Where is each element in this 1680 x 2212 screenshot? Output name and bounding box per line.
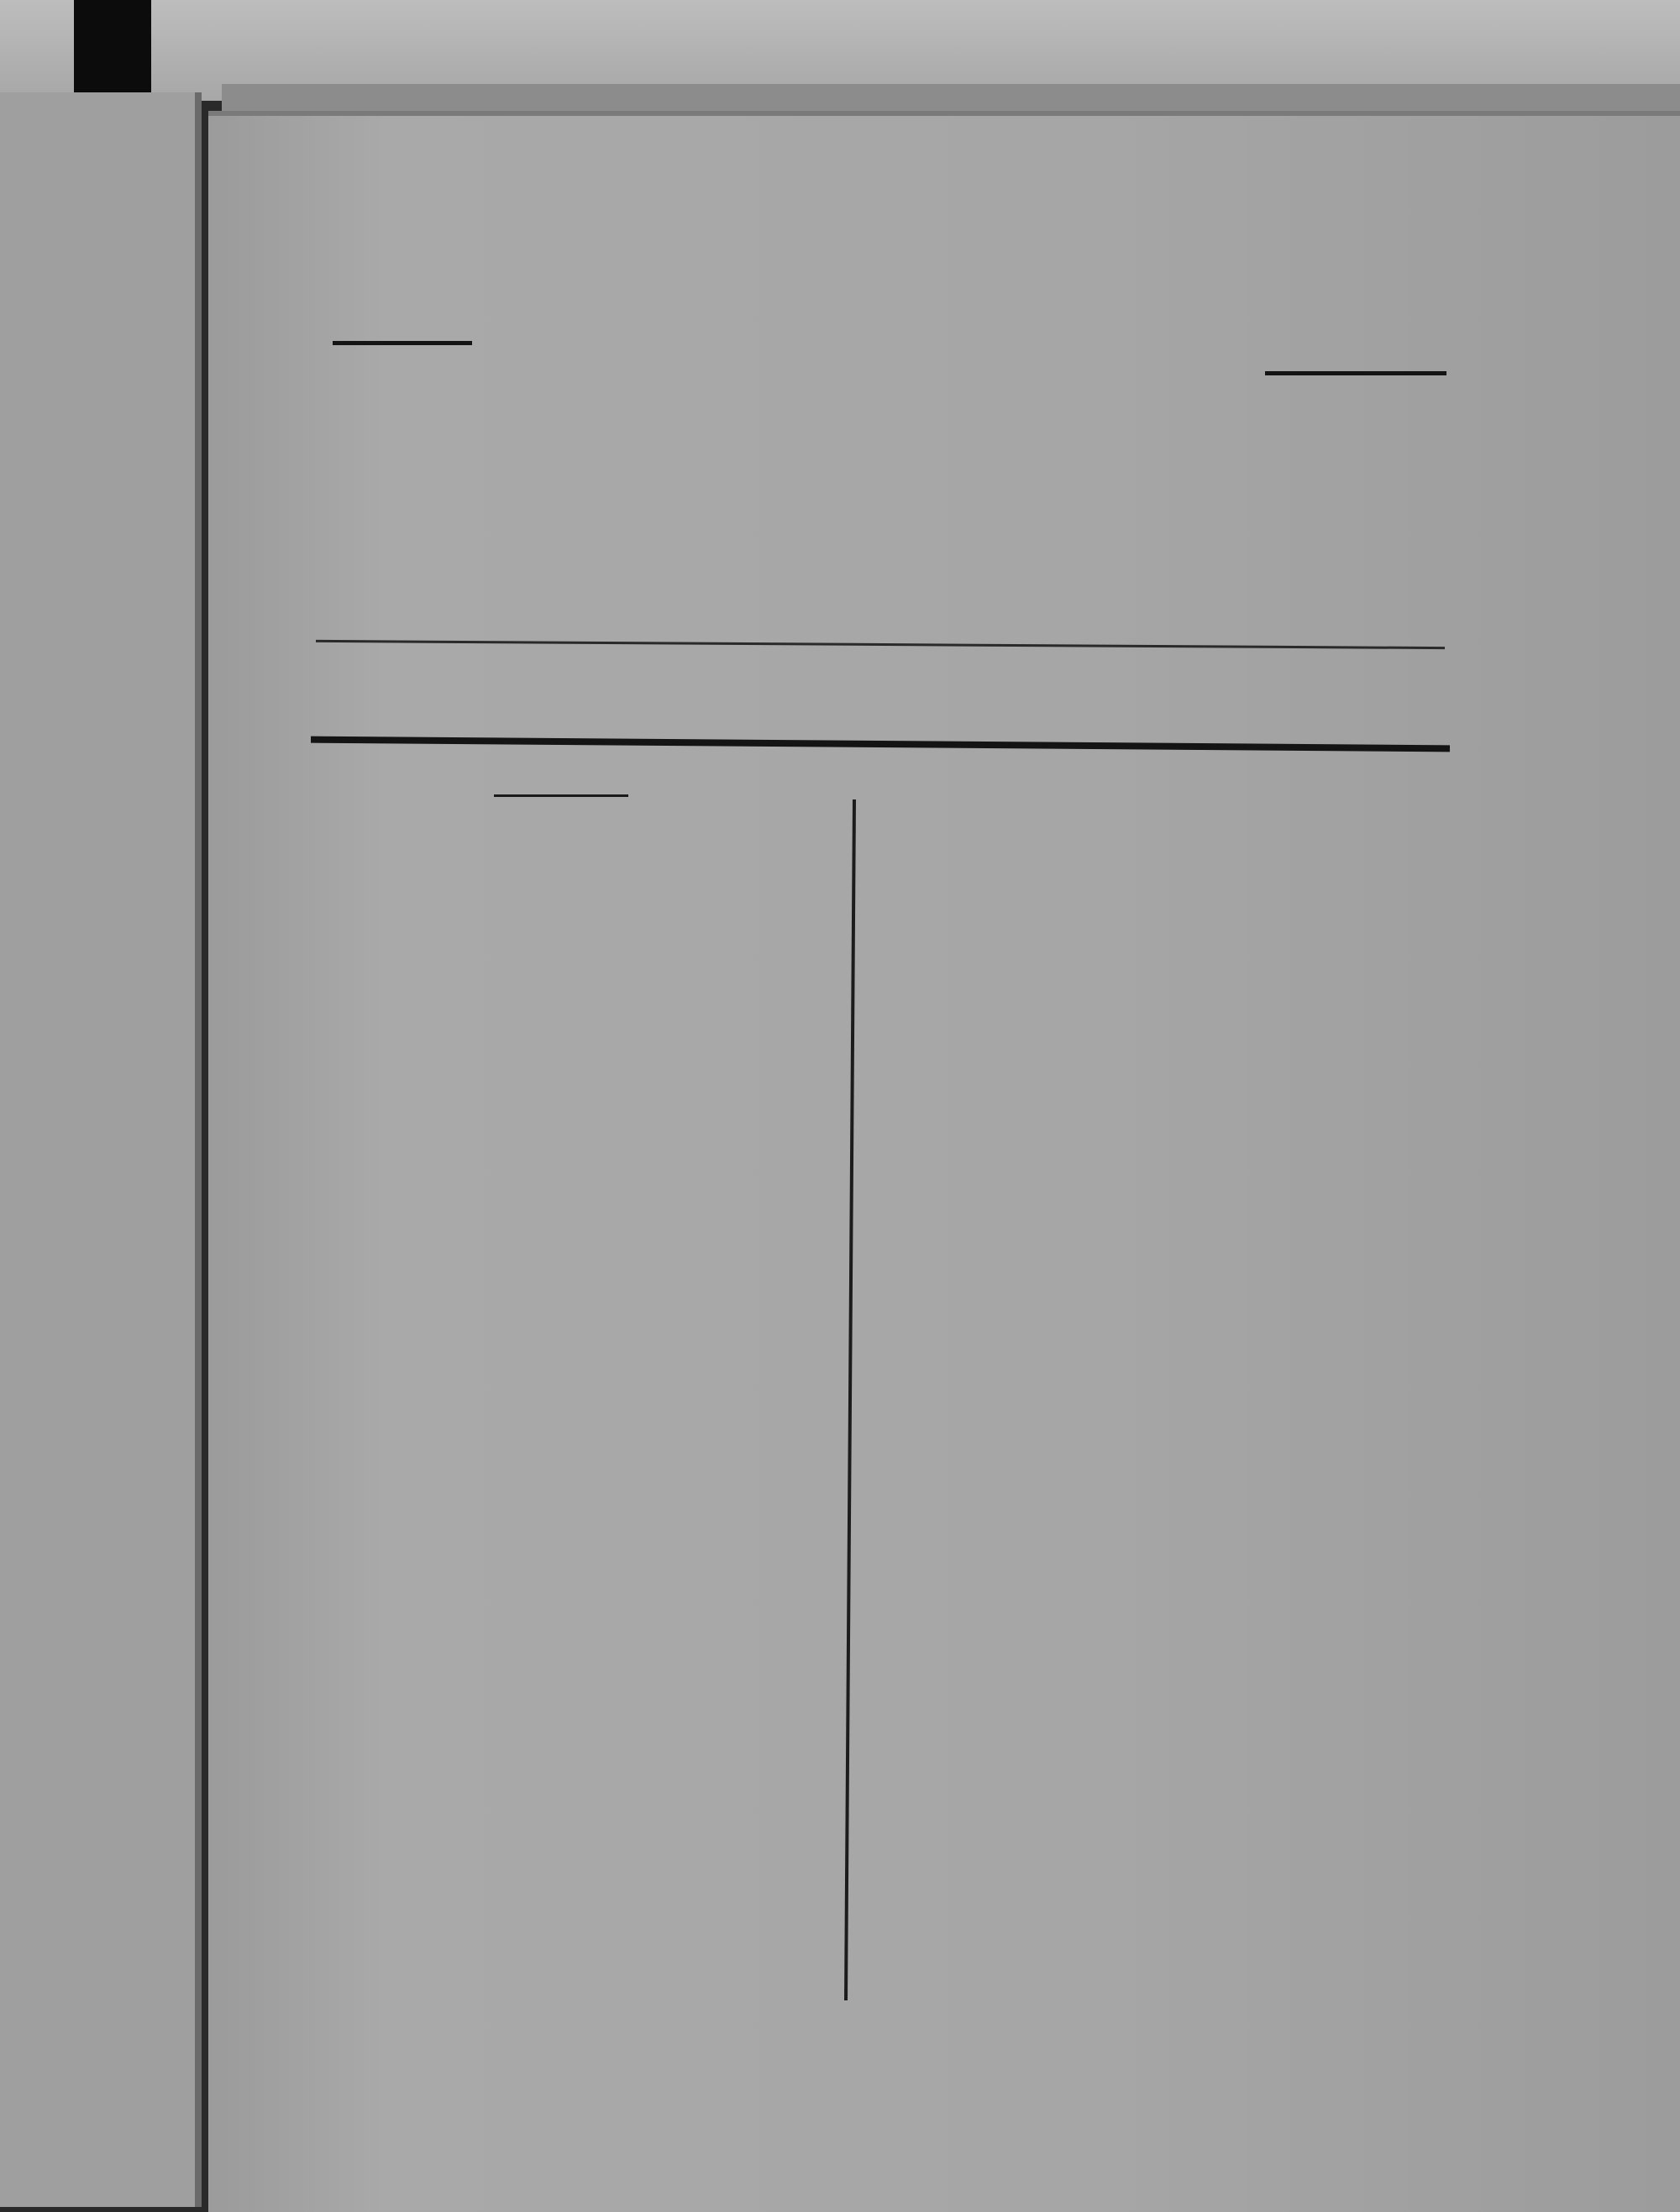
title-rule xyxy=(494,794,628,797)
binding-tab xyxy=(74,0,151,94)
number-underline xyxy=(1265,371,1446,375)
year-underline xyxy=(333,341,472,345)
newspaper-page xyxy=(208,111,1680,2212)
left-page-fragment xyxy=(0,92,202,2207)
article-column-1 xyxy=(291,789,832,804)
